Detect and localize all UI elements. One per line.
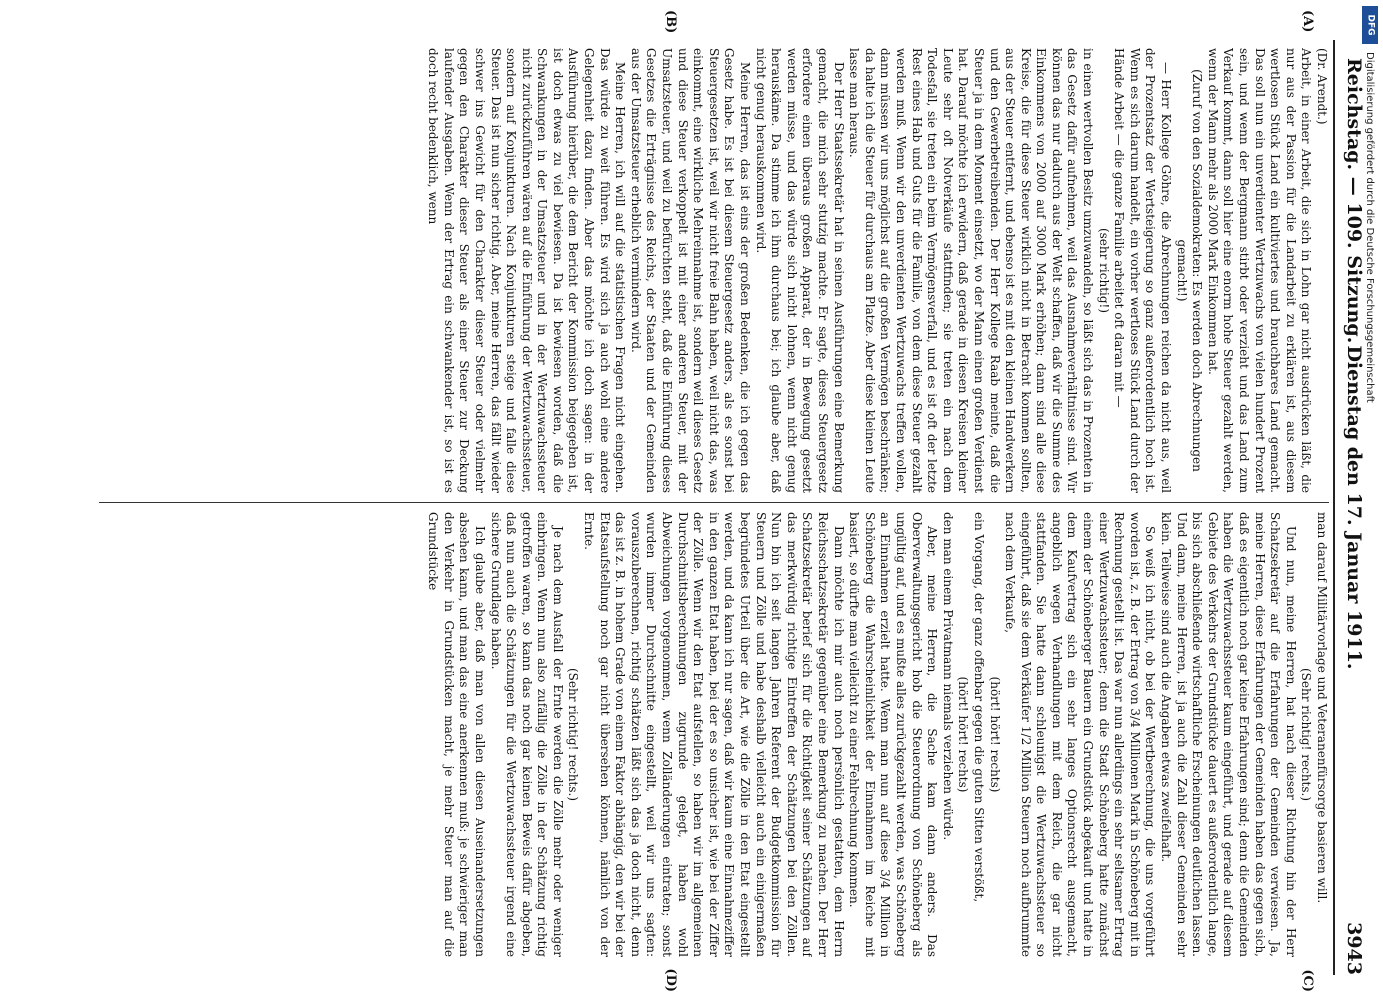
text-column-left xyxy=(99,48,1329,493)
funding-note xyxy=(1365,52,1381,812)
paragraph: Meine Herren, ich will auf die statistischen Fragen nicht eingehen. Das würde zu weit führen. Es wird sich ja auch wohl eine andere Gelegenheit dazu finden. Aber das möchte ich doch sagen: in der Ausführung hierüber, die dem Bericht der Kommission beigegeben ist, ist doch etwas zu viel bewiesen. Da ist bewiesen worden, daß die Schwankungen in der Umsatzsteuer und in der Wertzuwachssteuer nicht zurückzuführen wären auf die Einführung der Wertzuwachssteuer, sondern auf Konjunkturen. Nach Konjunkturen steige und falle diese Steuer. Das ist nun sicher richtig. Aber, meine Herren, das fällt wieder schwer ins Gewicht für den Charakter dieser Steuer oder vielmehr gegen den Charakter dieser Steuer als einer Steuer zur Deckung laufender Ausgaben. Wenn der Ertrag ein schwankender ist, so ist es doch recht bedenklich, wenn xyxy=(426,48,628,493)
interjection: (Zuruf von den Sozialdemokraten: Es werden doch Abrechnungen gemacht!) xyxy=(1174,69,1205,472)
paragraph: ein Vorgang, der ganz offenbar gegen die guten Sitten verstößt, xyxy=(971,512,986,903)
funding-note-text: Digitalisierung gefördert durch die Deutsche Forschungsgemeinschaft xyxy=(1364,52,1375,403)
column-divider xyxy=(99,502,1329,503)
paragraph: man darauf Militärvorlage und Veteranenfürsorge basieren will. xyxy=(1315,512,1329,904)
text-column-right xyxy=(99,512,1329,957)
interjection: (hört! hört! rechts) xyxy=(987,676,1002,793)
dfg-logo: DFG xyxy=(1362,6,1378,44)
paragraph: Dann möchte ich mir auch noch persönlich gestatten, dem Herrn Reichsschatzsekretär gegenüber eine Bemerkung zu machen. Der Herr Schatzsekretär berief sich für die Richtigkeit seiner Schätzungen auf das merkwürdig richtige Eintreffen der Schätzungen bei den Zöllen. Nun bin ich seit langen Jahren Referent der Budgetkommission für Steuern und Zölle und habe deshalb vielleicht auch ein einigermaßen begründetes Urteil über die Art, wie die Zölle in den Etat eingestellt werden, und da kann ich nur sagen, daß wir kaum eine Einnahmeziffer in den ganzen Etat haben, bei der es so unsicher ist, wie bei der Ziffer der Zölle. Wenn wir den Etat aufstellen, so haben wir im allgemeinen Durchschnittsberechnungen zugrunde gelegt, haben wohl Abweichungen vorgenommen, wenn Zolländerungen eintraten; sonst wurden immer Durchschnitte eingestellt, weil wir uns sagten: vorauszuberechnen, richtig schätzen läßt sich das ja doch nicht, denn das ist z. B. in hohem Grade von einem Faktor abhängig, den wir bei der Etatsaufstellung noch gar nicht übersehen können, nämlich von der Ernte. xyxy=(582,512,846,957)
paragraph: Arbeit, in einer Arbeit, die sich in Lohn gar nicht ausdrücken läßt, die nur aus der Passion für die Landarbeit zu erklären ist, aus diesem wertlosen Stück Land ein kultiviertes und brauchbares Land gemacht. Das soll nun ein unverdienter Wertzuwachs von vielen hundert Prozent sein, und wenn der Bergmann stirbt oder verzieht und das Land zum Verkauf kommt, dann soll hier eine enorm hohe Steuer gezahlt werden, wenn der Mann mehr als 2000 Mark Einkommen hat. xyxy=(1205,48,1314,493)
paragraph: in einen wertvollen Besitz umzuwandeln, so läßt sich das in Prozenten in das Gesetz dafür aufnehmen, weil das Ausnahmeverhältnisse sind. Wir können das nur dadurch aus der Welt schaffen, daß wir die Summe des Einkommens von 2000 auf 3000 Mark erhöhen; dann sind alle diese Kreise, die für diese Steuer wirklich nicht in Betracht kommen sollten, aus der Steuer entfernt, und ebenso ist es mit den kleinen Handwerkern und den Gewerbetreibenden. Der Herr Kollege Raab meinte, daß die Steuer ja in dem Moment einsetzt, wo der Mann einen großen Verdienst hat. Darauf möchte ich erwidern, daß gerade in diesen Kreisen kleiner Leute sehr oft Notverkäufe stattfinden; sie treten ein nach dem Todesfall, sie treten ein beim Vermögensverfall, und es ist oft der letzte Rest eines Hab und Guts für die Familie, von dem diese Steuer gezahlt werden muß. Wenn wir den unverdienten Wertzuwachs treffen wollen, dann müssen wir uns möglichst auf die großen Vermögen beschränken; da halte ich die Steuer für durchaus am Platze. Aber diese kleinen Leute lasse man heraus. xyxy=(847,48,1096,493)
header-left: Reichstag. — 109. Sitzung. xyxy=(1343,58,1365,344)
paragraph: Aber, meine Herren, die Sache kam dann anders. Das Oberverwaltungsgericht hob die Steuerordnung von Schöneberg als ungültig auf, und es mußte alles zurückgezahlt werden, was Schöneberg an Einnahmen erzielt hatte. Wenn man nun auf diese 3/4 Million in Schöneberg die Wahrscheinlichkeit der Einnahmen im Reiche mit basiert, so dürfte man vielleicht zu einer Fehlrechnung kommen. xyxy=(847,512,940,957)
header-rule xyxy=(1333,40,1335,975)
paragraph: den man einem Privatmann niemals verziehen würde. xyxy=(940,512,955,841)
paragraph: Ich glaube aber, daß man von allen diesen Auseinandersetzungen absehen kann, und man das eine anerkennen muß: je schwieriger man den Verkehr in Grundstücken macht, je mehr Steuer man auf die Grundstücke xyxy=(426,512,487,957)
paragraph: So weiß ich nicht, ob bei der Wertberechnung, die uns vorgeführt worden ist, z. B. der Ertrag von 3/4 Millionen Mark in Schöneberg mit in Rechnung gestellt ist. Das war nun allerdings ein sehr seltsamer Ertrag einer Wertzuwachssteuer; denn die Stadt Schöneberg hatte zunächst einem der Schöneberger Bauern ein Grundstück abgekauft und hatte in dem Kaufvertrag sich ein sehr langes Optionsrecht ausgemacht, angeblich wegen Verhandlungen mit dem Reich, die gar nicht stattfanden. Sie hatte dann schleunigst die Wertzuwachssteuer so eingeführt, daß sie dem Verkäufer 1/2 Million Steuern noch aufbrummte nach dem Verkaufe, xyxy=(1003,512,1158,957)
interjection: (Sehr richtig! rechts.) xyxy=(1299,667,1314,802)
header-date: Dienstag den 17. Januar 1911. xyxy=(1343,345,1365,670)
margin-mark-a: (A) xyxy=(1300,10,1315,33)
paragraph: Der Herr Staatssekretär hat in seinen Ausführungen eine Bemerkung gemacht, die mich sehr stutzig machte. Er sagte, dieses Steuergesetz erfordere einen überaus großen Apparat, der in Bewegung gesetzt werden müsse, und das würde sich nicht lohnen, wenn nicht genug herauskäme. Da stimme ich ihm durchaus bei; ich glaube aber, daß nicht genug herauskommen wird. xyxy=(753,48,846,493)
margin-mark-c: (C) xyxy=(1300,969,1315,992)
margin-mark-b: (B) xyxy=(663,10,678,34)
speaker-label: (Dr. Arendt.) xyxy=(1315,48,1329,125)
interjection: (Sehr richtig! rechts.) xyxy=(566,667,581,802)
margin-mark-d: (D) xyxy=(663,968,678,992)
page-number: 3943 xyxy=(1343,922,1365,975)
interjection: (hört! hört! rechts) xyxy=(956,676,971,793)
paragraph: — Herr Kollege Göhre, die Abrechnungen reichen da nicht aus, weil der Prozentsatz der Wertsteigerung so ganz außerordentlich hoch ist. Wenn es sich darum handelt, ein vorher wertloses Stück Land durch der Hände Arbeit — die ganze Familie arbeitet oft daran mit — xyxy=(1112,48,1174,493)
paragraph: Und nun, meine Herren, hat nach dieser Richtung hin der Herr Schatzsekretär auf die Erfahrungen der Gemeinden verwiesen. Ja, meine Herren, diese Erfahrungen der Gemeinden haben das gegen sich, daß es eigentlich noch gar keine Erfahrungen sind; denn die Gemeinden haben die Wertzuwachssteuer kaum eingeführt, und gerade auf diesem Gebiete des Verkehrs der Grundstücke dauert es außerordentlich lange, bis sich abschließende wirtschaftliche Erscheinungen deutlichen lassen. Und dann, meine Herren, ist ja auch die Zahl dieser Gemeinden sehr klein. Teilweise sind auch die Angaben etwas zweifelhaft. xyxy=(1159,512,1298,957)
paragraph: Meine Herren, das ist eins der großen Bedenken, die ich gegen das Gesetz habe. Es ist bei diesem Steuergesetz anders, als es sonst bei Steuergesetzen ist, weil wir nicht freie Bahn haben, weil nicht das, was einkommt, eine wirkliche Mehreinnahme ist, sondern weil dieses Gesetz und diese Steuer verkoppelt ist mit einer anderen Steuer, mit der Umsatzsteuer, und weil zu befürchten steht, daß die Einführung dieses Gesetzes die Erträgnisse des Reichs, der Staaten und der Gemeinden aus der Umsatzsteuer erheblich vermindern wird. xyxy=(628,48,753,493)
paragraph: Je nach dem Ausfall der Ernte werden die Zölle mehr oder weniger einbringen. Wenn nun also zufällig die Zölle in der Schätzung richtig getroffen waren, so kann das noch gar keinen Beweis dafür abgeben, daß nun auch die Schätzungen für die Wertzuwachssteuer irgend eine sichere Grundlage haben. xyxy=(488,512,565,957)
interjection: (sehr richtig!) xyxy=(1096,227,1111,314)
